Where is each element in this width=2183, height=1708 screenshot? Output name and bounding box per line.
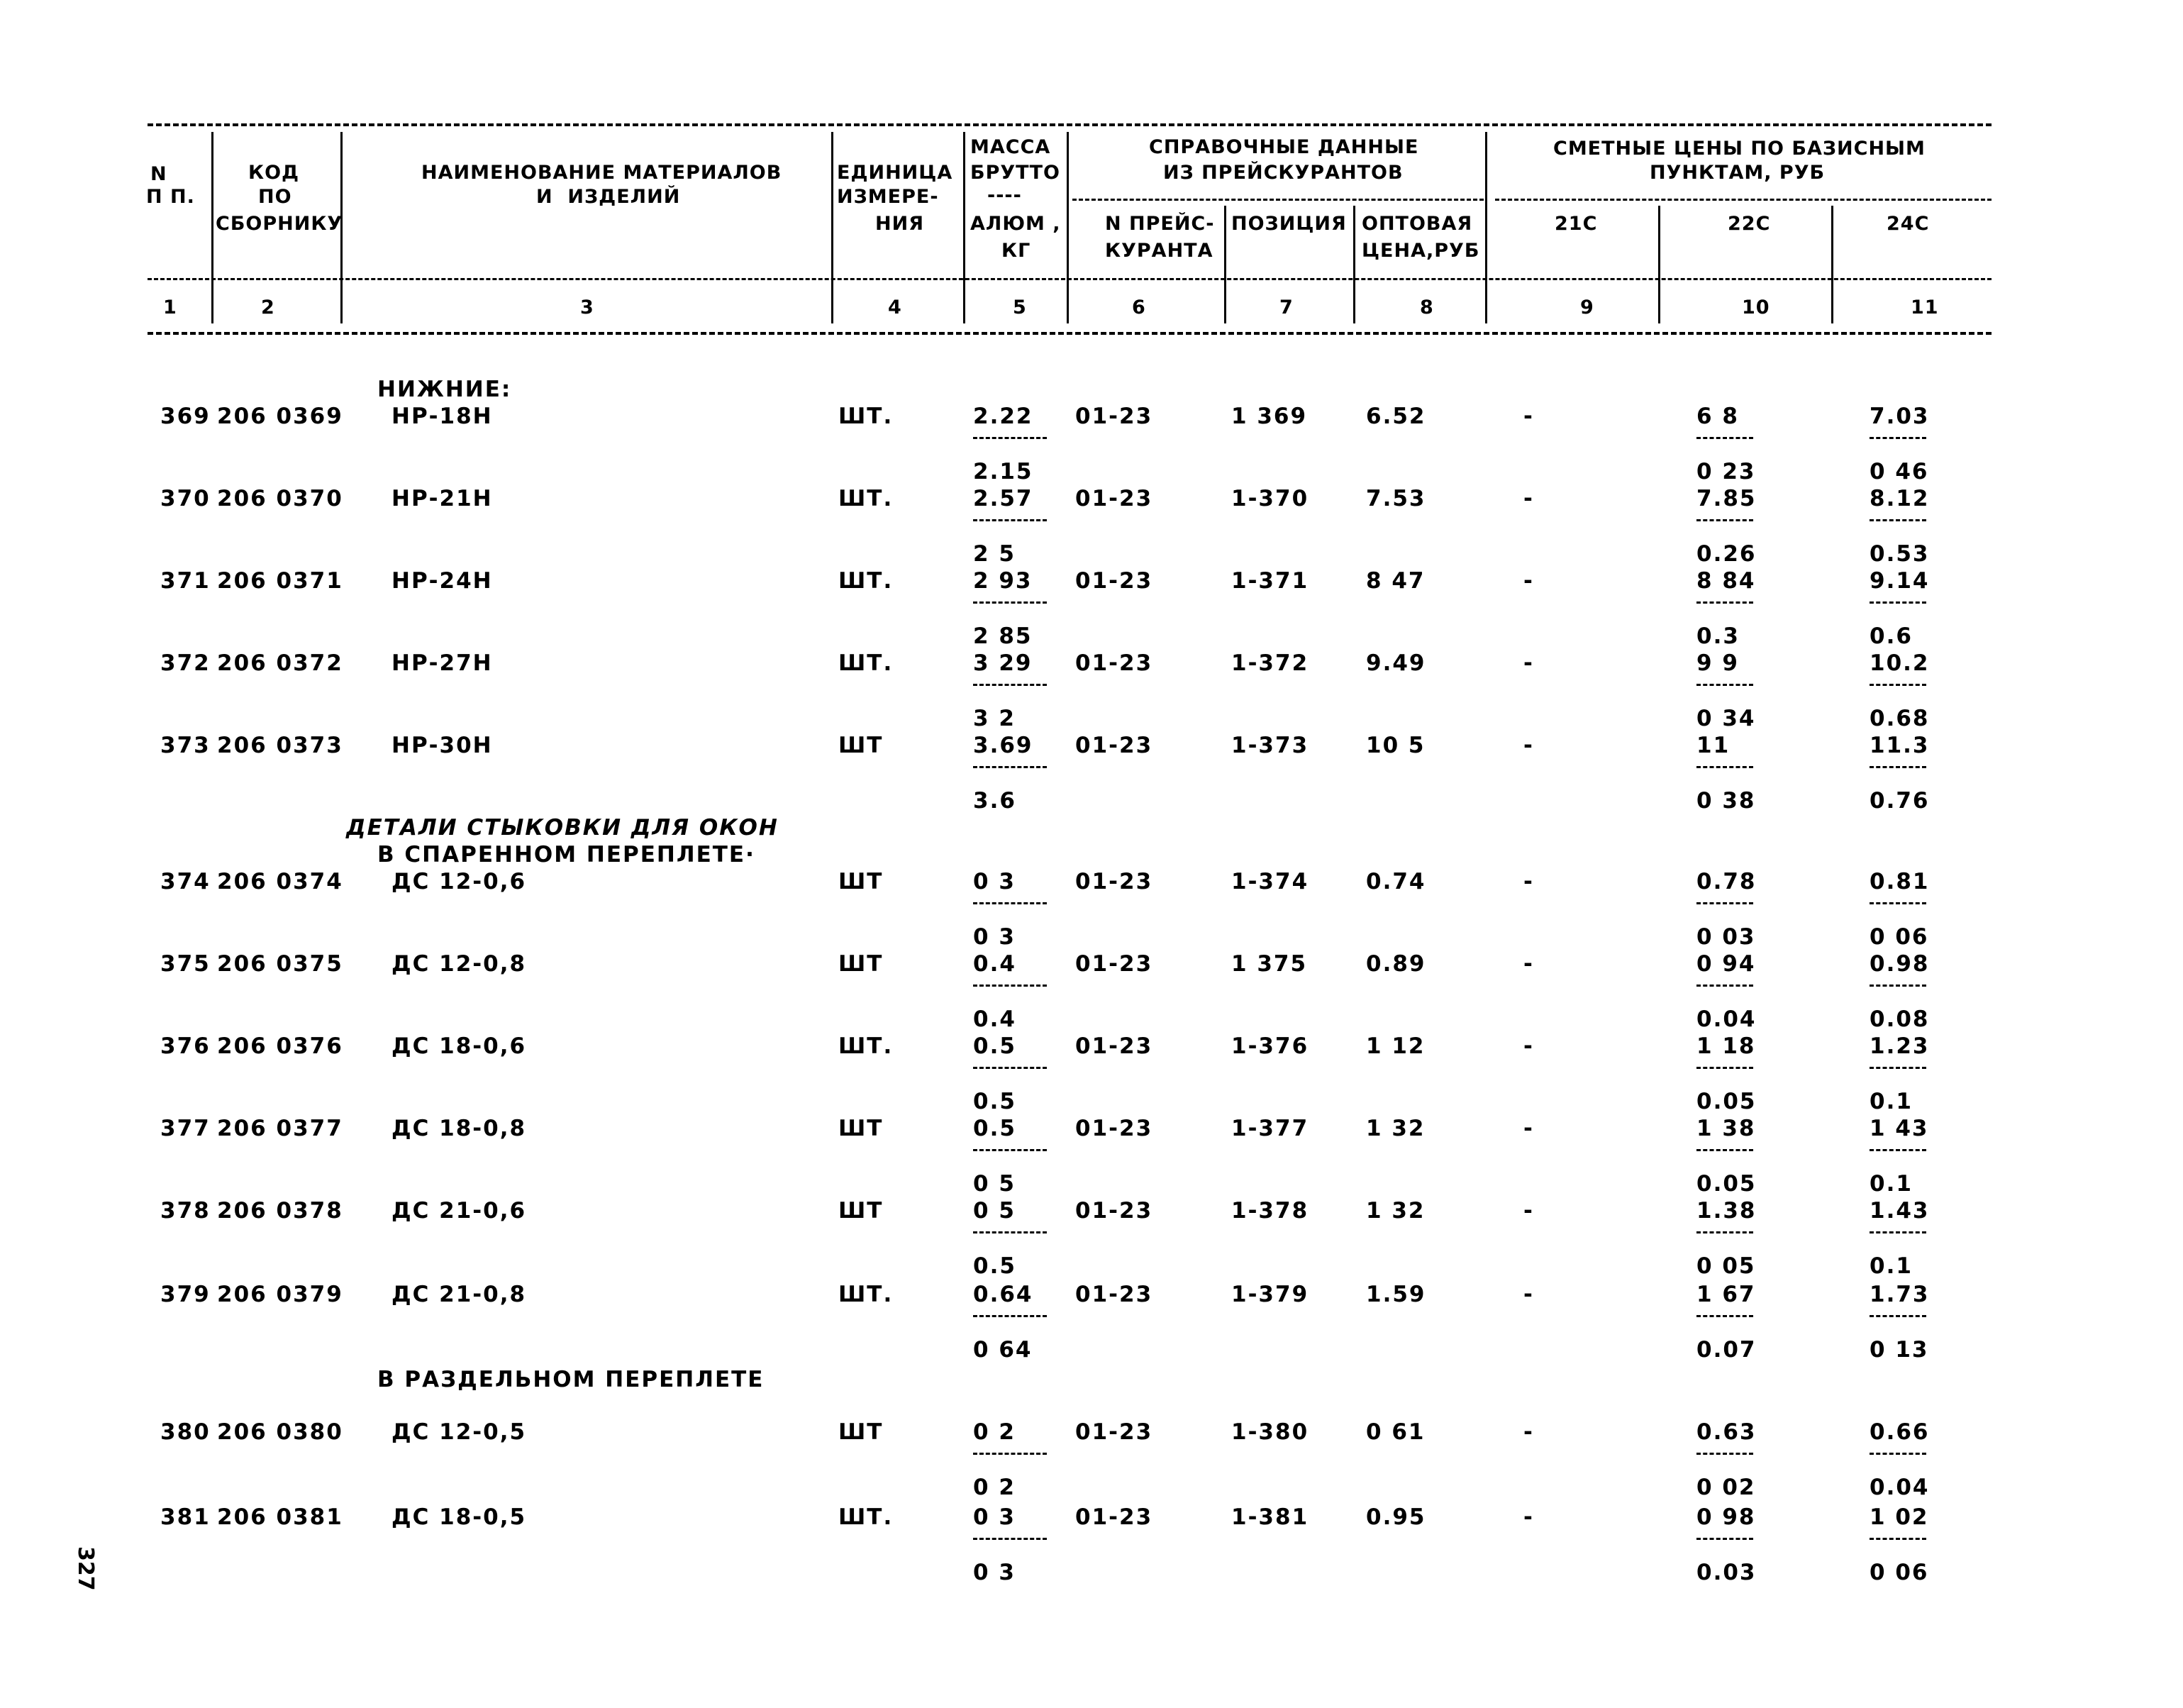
header-rule-numbers [148, 278, 1992, 280]
row-mass: 0.4 [973, 951, 1016, 977]
fraction-line [1696, 985, 1753, 987]
header-col1-line2: П П. [146, 186, 195, 208]
row-number: 378 [160, 1198, 211, 1224]
colnum-4: 4 [888, 296, 902, 318]
row-price: 9.49 [1366, 650, 1426, 676]
header-col1-line1: N [150, 163, 167, 185]
fraction-line [1696, 1149, 1753, 1151]
row-price-22c-alt: 0.04 [1696, 1006, 1757, 1032]
row-unit: ШТ [838, 733, 884, 758]
row-price-21c: - [1523, 1116, 1534, 1141]
row-mass: 2.57 [973, 486, 1033, 511]
section-title: ДЕТАЛИ СТЫКОВКИ ДЛЯ ОКОН [346, 815, 779, 841]
fraction-line [1696, 1538, 1753, 1540]
row-position: 1-381 [1231, 1504, 1309, 1530]
row-mass: 3 29 [973, 650, 1033, 676]
row-price-22c-alt: 0.05 [1696, 1171, 1757, 1197]
row-code: 206 0371 [217, 568, 343, 594]
row-price-21c: - [1523, 1282, 1534, 1307]
row-price-22c: 1 18 [1696, 1033, 1756, 1059]
row-pricelist: 01-23 [1075, 568, 1153, 594]
row-price-22c: 9 9 [1696, 650, 1739, 676]
row-mass: 0.5 [973, 1033, 1016, 1059]
header-col10: 22С [1728, 213, 1771, 235]
row-code: 206 0381 [217, 1504, 343, 1530]
row-position: 1-377 [1231, 1116, 1309, 1141]
row-price-22c: 0 98 [1696, 1504, 1756, 1530]
row-code: 206 0377 [217, 1116, 343, 1141]
row-code: 206 0379 [217, 1282, 343, 1307]
row-name: ДС 12-0,8 [391, 951, 527, 977]
fraction-line [1870, 437, 1926, 439]
row-price-24c: 9.14 [1870, 568, 1930, 594]
row-number: 381 [160, 1504, 211, 1530]
row-price-24c-alt: 0 46 [1870, 459, 1929, 484]
header-col4-line3: НИЯ [875, 213, 924, 235]
fraction-line [973, 1067, 1047, 1069]
row-price-22c-alt: 0 38 [1696, 788, 1756, 814]
row-number: 372 [160, 650, 211, 676]
fraction-line [1696, 766, 1753, 768]
row-price-22c: 11 [1696, 733, 1731, 758]
row-code: 206 0378 [217, 1198, 343, 1224]
row-price-22c-alt: 0 03 [1696, 924, 1756, 950]
row-pricelist: 01-23 [1075, 404, 1153, 429]
header-mid-rule-ref [1072, 199, 1484, 201]
row-pricelist: 01-23 [1075, 1282, 1153, 1307]
row-price-24c: 1 02 [1870, 1504, 1929, 1530]
row-price: 1 32 [1366, 1198, 1426, 1224]
row-name: НР-27Н [391, 650, 493, 676]
row-price: 0.74 [1366, 869, 1426, 894]
row-mass-alum: 2.15 [973, 459, 1033, 484]
row-price-24c-alt: 0.1 [1870, 1171, 1913, 1197]
row-mass-alum: 3 2 [973, 706, 1016, 731]
fraction-line [973, 684, 1047, 686]
col-sep [211, 132, 213, 323]
fraction-line [1696, 1067, 1753, 1069]
row-unit: ШТ. [838, 1033, 894, 1059]
fraction-line [973, 1149, 1047, 1151]
row-price-22c: 6 8 [1696, 404, 1739, 429]
row-price-24c: 11.3 [1870, 733, 1930, 758]
row-name: НР-18Н [391, 404, 493, 429]
fraction-line [1696, 684, 1753, 686]
row-price-24c: 8.12 [1870, 486, 1930, 511]
row-unit: ШТ. [838, 1504, 894, 1530]
row-number: 377 [160, 1116, 211, 1141]
row-price: 1 12 [1366, 1033, 1426, 1059]
row-price-24c: 10.2 [1870, 650, 1930, 676]
row-unit: ШТ. [838, 486, 894, 511]
row-price-24c: 1.23 [1870, 1033, 1930, 1059]
header-col5-line5: КГ [1001, 240, 1031, 262]
row-price-24c-alt: 0 06 [1870, 924, 1929, 950]
row-number: 375 [160, 951, 211, 977]
col-sep [1353, 206, 1355, 323]
row-price-21c: - [1523, 404, 1534, 429]
row-unit: ШТ [838, 951, 884, 977]
row-price-22c: 0.78 [1696, 869, 1757, 894]
colnum-7: 7 [1279, 296, 1294, 318]
fraction-line [973, 1453, 1047, 1455]
row-pricelist: 01-23 [1075, 951, 1153, 977]
row-pricelist: 01-23 [1075, 650, 1153, 676]
row-price-24c-alt: 0.04 [1870, 1475, 1930, 1500]
row-unit: ШТ [838, 1198, 884, 1224]
row-name: НР-21Н [391, 486, 493, 511]
row-price-24c-alt: 0.08 [1870, 1006, 1930, 1032]
row-position: 1-371 [1231, 568, 1309, 594]
row-price-24c-alt: 0.76 [1870, 788, 1930, 814]
fraction-line [1696, 601, 1753, 604]
row-price-21c: - [1523, 650, 1534, 676]
row-number: 369 [160, 404, 211, 429]
fraction-line [1870, 684, 1926, 686]
fraction-line [1870, 519, 1926, 521]
row-mass: 0.5 [973, 1116, 1016, 1141]
row-pricelist: 01-23 [1075, 1033, 1153, 1059]
row-name: НР-30Н [391, 733, 493, 758]
header-mid-rule-prices [1495, 199, 1992, 201]
row-unit: ШТ. [838, 404, 894, 429]
header-col2-line3: СБОРНИКУ [216, 213, 343, 235]
header-col2-line2: ПО [258, 186, 292, 208]
header-top-rule [148, 123, 1992, 126]
row-position: 1-376 [1231, 1033, 1309, 1059]
row-mass-alum: 0.4 [973, 1006, 1016, 1032]
row-code: 206 0380 [217, 1419, 343, 1445]
row-code: 206 0372 [217, 650, 343, 676]
row-price-22c-alt: 0.03 [1696, 1560, 1757, 1585]
row-mass-alum: 0 3 [973, 1560, 1016, 1585]
row-position: 1-373 [1231, 733, 1309, 758]
colnum-1: 1 [163, 296, 177, 318]
row-name: ДС 12-0,5 [391, 1419, 527, 1445]
row-price-22c-alt: 0 02 [1696, 1475, 1756, 1500]
row-price-24c: 1.43 [1870, 1198, 1930, 1224]
row-code: 206 0374 [217, 869, 343, 894]
row-price-24c: 0.98 [1870, 951, 1930, 977]
fraction-line [1696, 519, 1753, 521]
row-price-22c-alt: 0 23 [1696, 459, 1756, 484]
row-unit: ШТ. [838, 1282, 894, 1307]
row-code: 206 0376 [217, 1033, 343, 1059]
row-code: 206 0375 [217, 951, 343, 977]
header-group-prices-line1: СМЕТНЫЕ ЦЕНЫ ПО БАЗИСНЫМ [1553, 138, 1926, 160]
row-pricelist: 01-23 [1075, 1198, 1153, 1224]
colnum-2: 2 [261, 296, 275, 318]
row-number: 370 [160, 486, 211, 511]
row-position: 1-370 [1231, 486, 1309, 511]
row-mass-alum: 2 85 [973, 623, 1033, 649]
row-price: 8 47 [1366, 568, 1426, 594]
fraction-line [973, 902, 1047, 904]
row-unit: ШТ [838, 1116, 884, 1141]
colnum-9: 9 [1580, 296, 1594, 318]
row-name: ДС 18-0,6 [391, 1033, 527, 1059]
row-price-22c: 0 94 [1696, 951, 1756, 977]
fraction-line [973, 519, 1047, 521]
row-mass-alum: 0 64 [973, 1337, 1033, 1363]
row-name: НР-24Н [391, 568, 493, 594]
row-mass-alum: 0.5 [973, 1089, 1016, 1114]
row-price-24c: 0.66 [1870, 1419, 1930, 1445]
row-price-22c-alt: 0.05 [1696, 1089, 1757, 1114]
row-pricelist: 01-23 [1075, 1504, 1153, 1530]
fraction-line [1870, 766, 1926, 768]
row-mass-alum: 3.6 [973, 788, 1016, 814]
header-col8-line2: ЦЕНА,РУБ [1362, 240, 1480, 262]
row-price: 0.95 [1366, 1504, 1426, 1530]
row-price-24c-alt: 0.68 [1870, 706, 1930, 731]
row-price-21c: - [1523, 869, 1534, 894]
row-name: ДС 18-0,8 [391, 1116, 527, 1141]
row-position: 1-380 [1231, 1419, 1309, 1445]
row-price-22c-alt: 0.3 [1696, 623, 1740, 649]
fraction-line [1870, 1315, 1926, 1317]
header-bottom-rule [148, 332, 1992, 335]
row-mass: 2.22 [973, 404, 1033, 429]
fraction-line [1870, 1538, 1926, 1540]
row-price-22c: 1 38 [1696, 1116, 1756, 1141]
row-price-21c: - [1523, 733, 1534, 758]
header-col6-line2: КУРАНТА [1105, 240, 1213, 262]
colnum-8: 8 [1420, 296, 1434, 318]
row-number: 379 [160, 1282, 211, 1307]
row-price-22c: 7.85 [1696, 486, 1757, 511]
row-price-24c: 1.73 [1870, 1282, 1930, 1307]
row-price-24c: 7.03 [1870, 404, 1930, 429]
row-mass-alum: 0 5 [973, 1171, 1016, 1197]
row-mass-alum: 0 3 [973, 924, 1016, 950]
colnum-11: 11 [1911, 296, 1939, 318]
header-col6-line1: N ПРЕЙС- [1105, 213, 1215, 235]
colnum-6: 6 [1132, 296, 1146, 318]
colnum-10: 10 [1742, 296, 1770, 318]
row-price-24c-alt: 0.6 [1870, 623, 1913, 649]
header-col2-line1: КОД [248, 162, 300, 184]
row-price-21c: - [1523, 568, 1534, 594]
row-price-24c-alt: 0 06 [1870, 1560, 1929, 1585]
row-mass: 0 3 [973, 1504, 1016, 1530]
col-sep [831, 132, 833, 323]
col-sep [1067, 132, 1069, 323]
page-number: 327 [73, 1546, 98, 1591]
row-number: 374 [160, 869, 211, 894]
col-sep [1224, 206, 1226, 323]
row-price-24c-alt: 0 13 [1870, 1337, 1929, 1363]
row-position: 1-379 [1231, 1282, 1309, 1307]
col-sep [1658, 206, 1660, 323]
row-price: 10 5 [1366, 733, 1426, 758]
row-mass-alum: 0 2 [973, 1475, 1016, 1500]
row-mass: 2 93 [973, 568, 1033, 594]
fraction-line [973, 437, 1047, 439]
header-col3-line1: НАИМЕНОВАНИЕ МАТЕРИАЛОВ [421, 162, 782, 184]
row-price-21c: - [1523, 1033, 1534, 1059]
row-price-22c-alt: 0 05 [1696, 1253, 1756, 1279]
section-title: В СПАРЕННОМ ПЕРЕПЛЕТЕ· [377, 842, 755, 867]
row-pricelist: 01-23 [1075, 486, 1153, 511]
row-price: 0.89 [1366, 951, 1426, 977]
row-price-24c-alt: 0.1 [1870, 1089, 1913, 1114]
fraction-line [1870, 1231, 1926, 1233]
row-code: 206 0369 [217, 404, 343, 429]
header-col7: ПОЗИЦИЯ [1231, 213, 1347, 235]
row-price: 1 32 [1366, 1116, 1426, 1141]
row-price-21c: - [1523, 951, 1534, 977]
header-col3-line2: И ИЗДЕЛИЙ [536, 186, 681, 208]
row-price: 7.53 [1366, 486, 1426, 511]
row-number: 380 [160, 1419, 211, 1445]
row-price-22c-alt: 0 34 [1696, 706, 1756, 731]
row-code: 206 0370 [217, 486, 343, 511]
fraction-line [1870, 1149, 1926, 1151]
row-pricelist: 01-23 [1075, 1419, 1153, 1445]
row-name: ДС 21-0,8 [391, 1282, 527, 1307]
fraction-line [1870, 1453, 1926, 1455]
col-sep [963, 132, 965, 323]
row-price-22c-alt: 0.26 [1696, 541, 1757, 567]
header-col8-line1: ОПТОВАЯ [1362, 213, 1473, 235]
row-mass: 0 5 [973, 1198, 1016, 1224]
row-price: 1.59 [1366, 1282, 1426, 1307]
fraction-line [1870, 902, 1926, 904]
row-price-21c: - [1523, 1198, 1534, 1224]
row-position: 1-372 [1231, 650, 1309, 676]
row-price: 6.52 [1366, 404, 1426, 429]
row-mass: 3.69 [973, 733, 1033, 758]
row-pricelist: 01-23 [1075, 733, 1153, 758]
colnum-5: 5 [1013, 296, 1027, 318]
row-unit: ШТ [838, 869, 884, 894]
row-unit: ШТ. [838, 650, 894, 676]
header-col5-line4: АЛЮМ , [970, 213, 1061, 235]
row-pricelist: 01-23 [1075, 869, 1153, 894]
row-price-24c: 0.81 [1870, 869, 1930, 894]
row-unit: ШТ [838, 1419, 884, 1445]
row-unit: ШТ. [838, 568, 894, 594]
section-title: В РАЗДЕЛЬНОМ ПЕРЕПЛЕТЕ [377, 1367, 765, 1392]
row-position: 1-374 [1231, 869, 1309, 894]
fraction-line [973, 1231, 1047, 1233]
row-position: 1 369 [1231, 404, 1308, 429]
row-mass: 0.64 [973, 1282, 1033, 1307]
row-number: 376 [160, 1033, 211, 1059]
header-group-ref-line2: ИЗ ПРЕЙСКУРАНТОВ [1163, 162, 1404, 184]
fraction-line [1870, 985, 1926, 987]
row-price-21c: - [1523, 1419, 1534, 1445]
row-price: 0 61 [1366, 1419, 1426, 1445]
fraction-line [1870, 1067, 1926, 1069]
row-number: 371 [160, 568, 211, 594]
header-col5-line2: БРУТТО [970, 162, 1060, 184]
header-col5-line3: ---- [987, 184, 1022, 206]
col-sep [1831, 206, 1833, 323]
row-mass: 0 3 [973, 869, 1016, 894]
row-position: 1-378 [1231, 1198, 1309, 1224]
row-price-21c: - [1523, 486, 1534, 511]
row-position: 1 375 [1231, 951, 1308, 977]
row-code: 206 0373 [217, 733, 343, 758]
row-price-22c: 1 67 [1696, 1282, 1756, 1307]
fraction-line [973, 1315, 1047, 1317]
row-price-22c: 1.38 [1696, 1198, 1757, 1224]
row-name: ДС 21-0,6 [391, 1198, 527, 1224]
col-sep [1485, 132, 1487, 323]
header-col11: 24С [1887, 213, 1930, 235]
row-mass-alum: 2 5 [973, 541, 1016, 567]
row-name: ДС 12-0,6 [391, 869, 527, 894]
fraction-line [1870, 601, 1926, 604]
header-group-prices-line2: ПУНКТАМ, РУБ [1650, 162, 1826, 184]
header-col5-line1: МАССА [970, 136, 1051, 158]
row-number: 373 [160, 733, 211, 758]
header-col4-line2: ИЗМЕРЕ- [837, 186, 939, 208]
row-price-24c: 1 43 [1870, 1116, 1929, 1141]
row-mass-alum: 0.5 [973, 1253, 1016, 1279]
row-price-22c-alt: 0.07 [1696, 1337, 1757, 1363]
row-price-21c: - [1523, 1504, 1534, 1530]
fraction-line [973, 1538, 1047, 1540]
fraction-line [1696, 1453, 1753, 1455]
fraction-line [1696, 1231, 1753, 1233]
section-title: НИЖНИЕ: [377, 377, 512, 402]
row-name: ДС 18-0,5 [391, 1504, 527, 1530]
header-col4-line1: ЕДИНИЦА [837, 162, 953, 184]
row-price-24c-alt: 0.53 [1870, 541, 1930, 567]
row-price-22c: 8 84 [1696, 568, 1756, 594]
fraction-line [973, 601, 1047, 604]
row-pricelist: 01-23 [1075, 1116, 1153, 1141]
fraction-line [1696, 1315, 1753, 1317]
colnum-3: 3 [580, 296, 594, 318]
header-col9: 21С [1555, 213, 1598, 235]
row-price-24c-alt: 0.1 [1870, 1253, 1913, 1279]
fraction-line [1696, 902, 1753, 904]
fraction-line [973, 985, 1047, 987]
row-mass: 0 2 [973, 1419, 1016, 1445]
header-group-ref-line1: СПРАВОЧНЫЕ ДАННЫЕ [1149, 136, 1419, 158]
fraction-line [973, 766, 1047, 768]
row-price-22c: 0.63 [1696, 1419, 1757, 1445]
fraction-line [1696, 437, 1753, 439]
